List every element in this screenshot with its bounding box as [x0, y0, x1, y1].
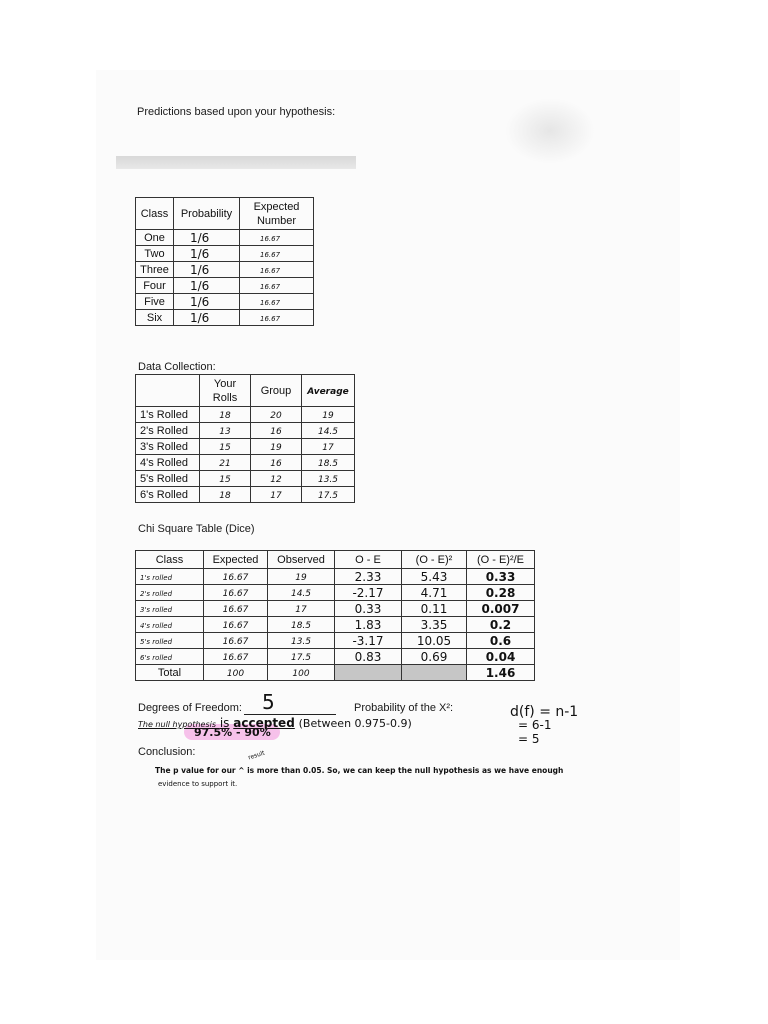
total-row: Total 100 100 1.46	[136, 665, 535, 681]
header-class: Class	[136, 198, 174, 230]
header-average: Average	[302, 375, 355, 407]
conclusion-line2: evidence to support it.	[158, 780, 238, 788]
table-row: Four 1/6 16.67	[136, 278, 314, 294]
header-chi-term: (O - E)²/E	[467, 551, 535, 569]
data-collection-table	[135, 374, 355, 503]
table-row: 6's rolled 16.67 17.5 0.83 0.69 0.04	[136, 649, 535, 665]
table-row: Two 1/6 16.67	[136, 246, 314, 262]
df-formula-line3: = 5	[518, 732, 540, 746]
table-row: 5's rolled 16.67 13.5 -3.17 10.05 0.6	[136, 633, 535, 649]
table-row: 3's Rolled 15 19 17	[136, 439, 355, 455]
degrees-label: Degrees of Freedom:	[138, 702, 242, 714]
faint-erased-writing	[505, 98, 595, 164]
header-observed: Observed	[268, 551, 335, 569]
probability-label: Probability of the X²:	[354, 702, 454, 714]
df-formula-line1: d(f) = n-1	[510, 704, 579, 720]
table-row: 5's Rolled 15 12 13.5	[136, 471, 355, 487]
header-expected-number: Expected Number	[240, 198, 314, 230]
degrees-value: 5	[262, 690, 275, 714]
header-blank	[136, 375, 200, 407]
df-formula-line2: = 6-1	[518, 718, 552, 732]
table-row: 2's Rolled 13 16 14.5	[136, 423, 355, 439]
answer-bar	[116, 156, 356, 169]
hypothesis-percent: 97.5% - 90%	[194, 726, 271, 739]
chi-square-title: Chi Square Table (Dice)	[138, 523, 255, 535]
table-row: One 1/6 16.67	[136, 230, 314, 246]
table-row: 3's rolled 16.67 17 0.33 0.11 0.007	[136, 601, 535, 617]
table-row: 2's rolled 16.67 14.5 -2.17 4.71 0.28	[136, 585, 535, 601]
header-group: Group	[251, 375, 302, 407]
expected-table	[135, 197, 314, 326]
table-row: Six 1/6 16.67	[136, 310, 314, 326]
header-o-minus-e: O - E	[335, 551, 402, 569]
conclusion-line1: The p value for our ^ is more than 0.05. So, we can keep the null hypothesis as we have enough	[155, 766, 564, 775]
table-row: 6's Rolled 18 17 17.5	[136, 487, 355, 503]
predictions-title: Predictions based upon your hypothesis:	[137, 106, 336, 118]
table-row: Three 1/6 16.67	[136, 262, 314, 278]
header-your-rolls: Your Rolls	[200, 375, 251, 407]
table-row: Five 1/6 16.67	[136, 294, 314, 310]
data-collection-title: Data Collection:	[138, 361, 216, 373]
header-class: Class	[136, 551, 204, 569]
table-row: 4's rolled 16.67 18.5 1.83 3.35 0.2	[136, 617, 535, 633]
table-row: 1's rolled 16.67 19 2.33 5.43 0.33	[136, 569, 535, 585]
conclusion-superscript: result	[247, 749, 266, 762]
chi-square-table	[135, 550, 535, 681]
table-row: 4's Rolled 21 16 18.5	[136, 455, 355, 471]
hypothesis-line: The null hypothesis is accepted (Between 0.975-0.9)	[138, 716, 412, 730]
header-probability: Probability	[174, 198, 240, 230]
table-row: 1's Rolled 18 20 19	[136, 407, 355, 423]
header-o-minus-e-squared: (O - E)²	[402, 551, 467, 569]
header-expected: Expected	[204, 551, 268, 569]
conclusion-label: Conclusion:	[138, 746, 196, 758]
